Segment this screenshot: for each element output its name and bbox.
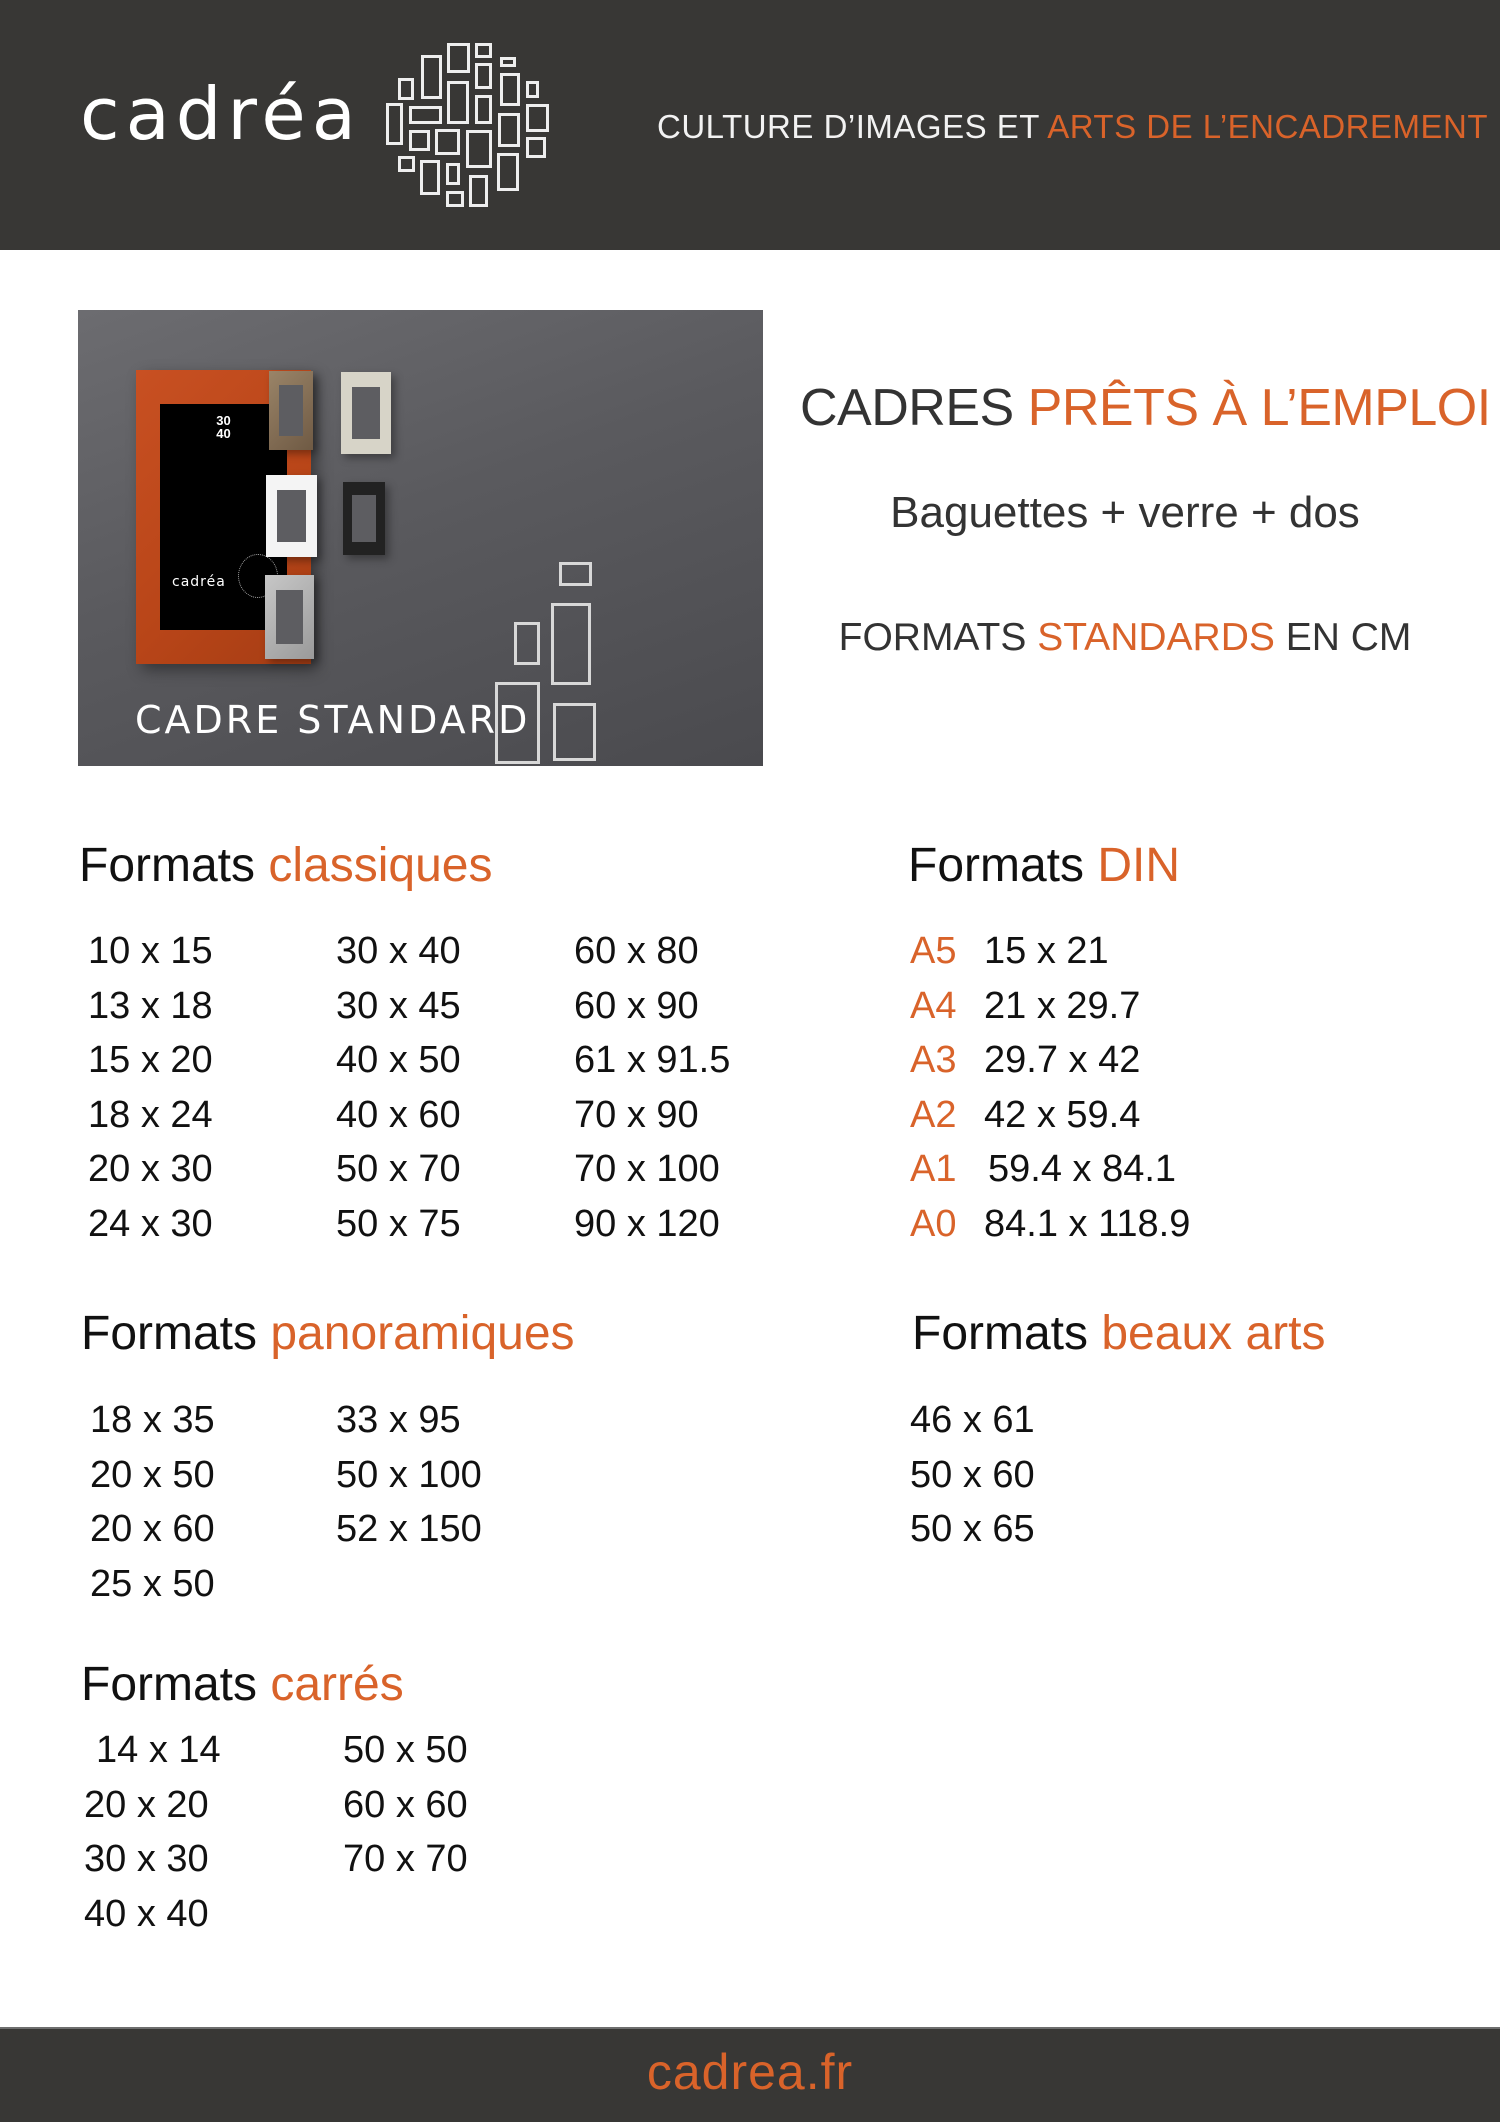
din-row: A3 29.7 x 42: [910, 1039, 1141, 1081]
format-item: 14 x 14: [96, 1729, 221, 1771]
photo-caption: CADRE STANDARD: [135, 698, 531, 742]
outline-frame-decoration: [514, 622, 540, 665]
format-item: 33 x 95: [336, 1399, 461, 1441]
wood-frame-sample: [269, 371, 313, 450]
footer-bar: [0, 2027, 1500, 2122]
format-item: 20 x 20: [84, 1783, 209, 1826]
frame-insert-logo: cadréa: [172, 574, 226, 590]
header-banner: [0, 0, 1500, 250]
cream-frame-sample: [341, 372, 391, 454]
format-item: 25 x 50: [90, 1562, 215, 1605]
format-item: 50 x 50: [343, 1729, 468, 1771]
black-frame-sample: [343, 482, 385, 555]
format-item: 50 x 100: [336, 1453, 482, 1496]
panoramiques-column-2: [336, 1393, 482, 1557]
outline-frame-decoration: [551, 603, 591, 685]
section-title-panoramiques: Formats panoramiques: [81, 1307, 575, 1360]
format-item: 40 x 40: [84, 1892, 209, 1935]
format-item: 15 x 20: [88, 1039, 213, 1081]
website-link[interactable]: cadrea.fr: [646, 2044, 854, 2100]
page-title: CADRES PRÊTS À L’EMPLOI: [800, 379, 1491, 437]
format-item: 20 x 60: [90, 1508, 215, 1550]
tagline-accent: ARTS DE L’ENCADREMENT: [1047, 108, 1488, 145]
format-item: 52 x 150: [336, 1508, 482, 1550]
din-row: A4 21 x 29.7: [910, 984, 1141, 1027]
format-item: 70 x 100: [574, 1148, 720, 1190]
section-title-din: Formats DIN: [908, 839, 1181, 892]
panoramiques-column-1: [90, 1393, 215, 1611]
din-row: A5 15 x 21: [910, 930, 1109, 972]
classiques-column-1: [88, 924, 213, 1251]
din-row: A1 59.4 x 84.1: [910, 1148, 1177, 1190]
section-title-classiques: Formats classiques: [79, 839, 493, 892]
format-item: 13 x 18: [88, 984, 213, 1027]
format-item: 30 x 40: [336, 930, 461, 972]
format-item: 61 x 91.5: [574, 1039, 731, 1081]
tagline-main: CULTURE D’IMAGES ET: [657, 108, 1048, 145]
outline-frame-decoration: [553, 703, 596, 761]
white-frame-sample: [266, 475, 317, 557]
classiques-column-3: [574, 924, 730, 1251]
header-tagline: [657, 108, 1488, 146]
outline-frame-decoration: [559, 562, 592, 586]
section-title-carres: Formats carrés: [81, 1658, 404, 1711]
format-item: 70 x 70: [343, 1838, 468, 1880]
format-item: 40 x 50: [336, 1039, 461, 1081]
format-item: 70 x 90: [574, 1093, 699, 1136]
standard-frame-photo: [78, 310, 763, 766]
silver-frame-sample: [265, 575, 314, 659]
classiques-column-2: [336, 924, 461, 1251]
format-item: 60 x 80: [574, 930, 699, 972]
format-item: 50 x 70: [336, 1148, 461, 1190]
format-item: 50 x 60: [910, 1453, 1035, 1496]
carres-column-2: [343, 1723, 468, 1887]
format-item: 30 x 45: [336, 984, 461, 1027]
format-item: 50 x 75: [336, 1202, 461, 1245]
formats-heading: FORMATS STANDARDS EN CM: [838, 616, 1412, 659]
format-item: 20 x 50: [90, 1453, 215, 1496]
format-item: 30 x 30: [84, 1838, 209, 1880]
format-item: 10 x 15: [88, 930, 213, 972]
format-item: 60 x 60: [343, 1783, 468, 1826]
din-row: A2 42 x 59.4: [910, 1093, 1141, 1136]
format-item: 18 x 24: [88, 1093, 213, 1136]
format-item: 50 x 65: [910, 1508, 1035, 1550]
format-item: 90 x 120: [574, 1202, 720, 1245]
carres-column-1: [84, 1723, 221, 1941]
format-item: 24 x 30: [88, 1202, 213, 1245]
section-title-beaux-arts: Formats beaux arts: [912, 1307, 1326, 1360]
format-item: 18 x 35: [90, 1399, 215, 1441]
format-item: 20 x 30: [88, 1148, 213, 1190]
beaux-arts-column: [910, 1393, 1035, 1557]
format-item: 40 x 60: [336, 1093, 461, 1136]
brand-logo-text: cadréa: [80, 72, 362, 156]
format-item: 60 x 90: [574, 984, 699, 1027]
frame-size-label: 30 40: [216, 413, 231, 441]
page-subtitle: Baguettes + verre + dos: [890, 488, 1360, 537]
din-list: [910, 924, 1190, 1251]
din-row: A0 84.1 x 118.9: [910, 1202, 1191, 1245]
format-item: 46 x 61: [910, 1399, 1035, 1441]
frames-cluster-logo-icon: [380, 30, 560, 220]
